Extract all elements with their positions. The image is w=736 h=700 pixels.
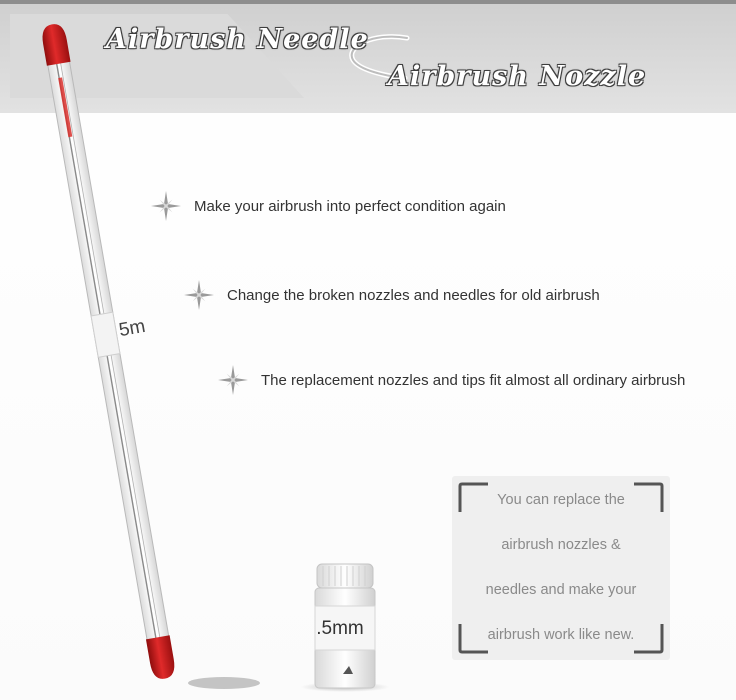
vial-size-label: .5mm (316, 618, 364, 639)
banner-title-needle: Airbrush Needle (106, 24, 369, 55)
feature-text: Make your airbrush into perfect condition again (194, 197, 506, 215)
banner-title-nozzle: Airbrush Nozzle (388, 61, 647, 92)
tube-size-label: 5m (117, 315, 147, 342)
feature-item (150, 190, 506, 222)
info-text-line: airbrush work like new. (487, 627, 635, 643)
info-box (452, 476, 670, 660)
feature-text: The replacement nozzles and tips fit almost all ordinary airbrush (261, 371, 686, 389)
sparkle-icon (150, 190, 182, 222)
feature-item (217, 364, 685, 396)
feature-item (183, 279, 600, 311)
info-text-line: needles and make your (485, 582, 637, 598)
sparkle-icon (183, 279, 215, 311)
sparkle-icon (217, 364, 249, 396)
feature-text: Change the broken nozzles and needles for old airbrush (227, 286, 600, 304)
info-text-line: You can replace the (497, 492, 625, 508)
info-text-line: airbrush nozzles & (501, 537, 621, 553)
